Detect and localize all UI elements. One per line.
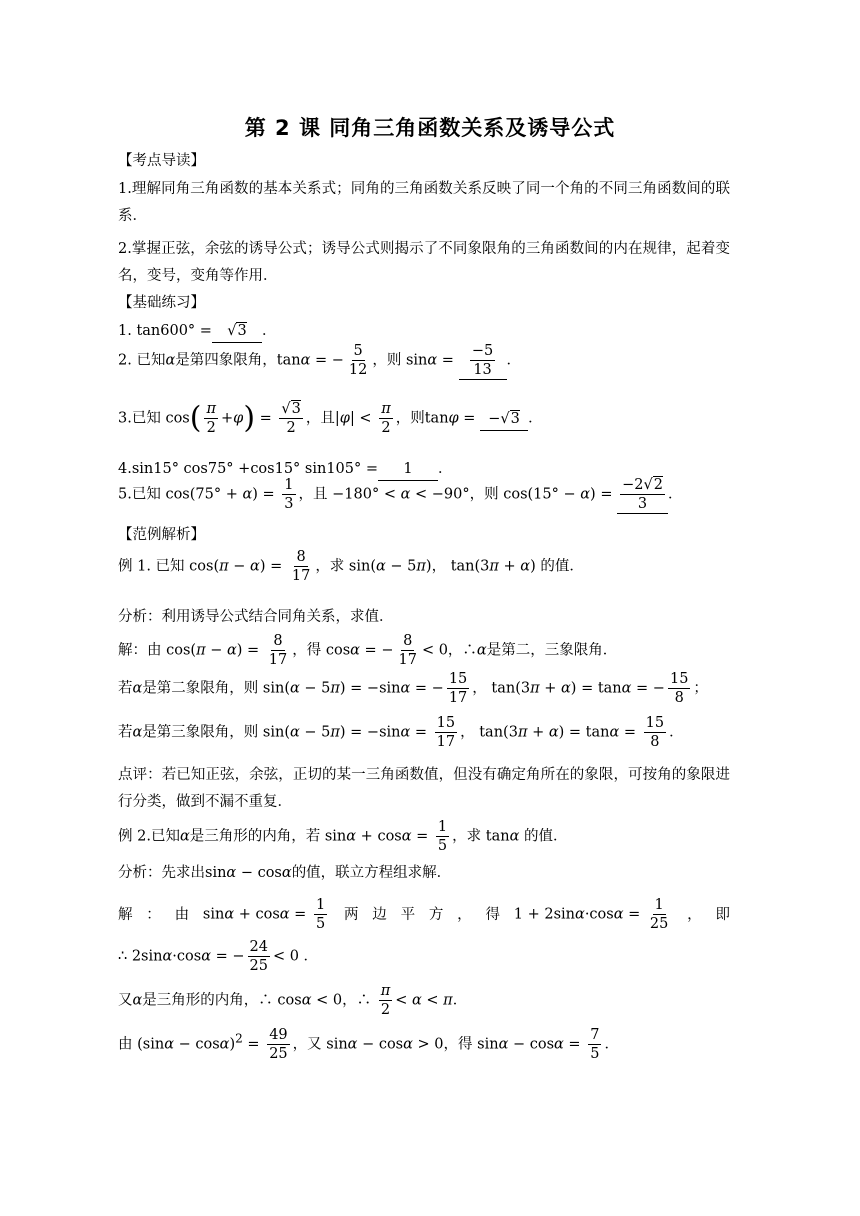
section-basic: 【基础练习】 xyxy=(118,295,205,311)
example-1-case-2: 若α是第二象限角，则 sin(α − 5π) = −sinα = − $\frac{15}{17}$ ， tan(3π + α) = tanα = − $\frac{15}{8}$ ； xyxy=(118,671,708,706)
section-guide: 【考点导读】 xyxy=(118,153,205,169)
example-2-solution-2: ∴ 2sinα·cosα = − $\frac{24}{25}$ < 0 ． xyxy=(118,939,319,974)
exercise-1: 1. tan600° = √3 ． xyxy=(118,320,276,343)
example-2-solution-3: 又α是三角形的内角，∴ cosα < 0，∴ $\frac{\pi}{2}$ < α < π． xyxy=(118,983,468,1018)
guide-item-1: 1.理解同角三角函数的基本关系式；同角的三角函数关系反映了同一个角的不同三角函数间的联系． xyxy=(118,181,730,224)
example-1: 例 1. 已知 cos(π − α) = $\frac{8}{17}$ ，求 sin(α − 5π)， tan(3π + α) 的值． xyxy=(118,549,584,584)
example-1-case-3: 若α是第三象限角，则 sin(α − 5π) = −sinα = $\frac{15}{17}$ ， tan(3π + α) = tanα = $\frac{15}{8}$ ． xyxy=(118,715,684,750)
analysis-suffix: 的值，联立方程组求解． xyxy=(291,865,452,881)
exercise-4: 4.sin15° cos75° +cos15° sin105° = 1 ． xyxy=(118,458,453,481)
example-2-solution-1: 解 ： 由 sinα + cosα = $\frac{1}{5}$ 两 边 平 方 ， 得 1 + 2sinα·cosα = $\frac{1}{25}$ ， 即 xyxy=(118,897,730,932)
example-2: 例 2.已知α是三角形的内角，若 sinα + cosα = $\frac{1}{5}$ ，求 tanα 的值． xyxy=(118,819,568,854)
example-2-solution-4: 由 $(\sin\alpha - \cos\alpha)^2$ = $\frac{49}{25}$ ，又 sinα − cosα > 0，得 sinα − cosα = $\frac{7}{5}$ ． xyxy=(118,1027,619,1062)
analysis-prefix: 分析：先求出 xyxy=(118,865,205,881)
example-1-comment: 点评：若已知正弦，余弦，正切的某一三角函数值，但没有确定角所在的象限，可按角的象限进行分类，做到不漏不重复． xyxy=(118,767,730,810)
page-title: 第 2 课 同角三角函数关系及诱导公式 xyxy=(244,116,616,140)
exercise-5: 5.已知 cos(75° + α) = $\frac{1}{3}$ ，且 −180° < α < −90°，则 cos(15° − α) = $\frac{-2√2}{3}$ ． xyxy=(118,477,683,512)
example-1-solution: 解：由 cos(π − α) = $\frac{8}{17}$ ，得 cosα = − $\frac{8}{17}$ < 0，∴α是第二，三象限角． xyxy=(118,633,618,668)
exercise-2: 2. 已知α是第四象限角，tanα = − $\frac{5}{12}$ ，则 sinα = $\frac{-5}{13}$ ． xyxy=(118,343,522,378)
example-2-analysis: 分析：先求出sinα − cosα的值，联立方程组求解． xyxy=(118,865,452,881)
guide-item-2: 2.掌握正弦，余弦的诱导公式；诱导公式则揭示了不同象限角的三角函数间的内在规律，起着变名，变号，变角等作用． xyxy=(118,241,730,284)
section-examples: 【范例解析】 xyxy=(118,527,205,543)
example-1-analysis: 分析：利用诱导公式结合同角关系，求值． xyxy=(118,609,394,625)
exercise-3: 3.已知 cos( $\frac{\pi}{2}$ +φ) = $\frac{√3}{2}$ ，且|φ| < $\frac{\pi}{2}$ ，则tanφ = −√3 ． xyxy=(118,400,543,436)
